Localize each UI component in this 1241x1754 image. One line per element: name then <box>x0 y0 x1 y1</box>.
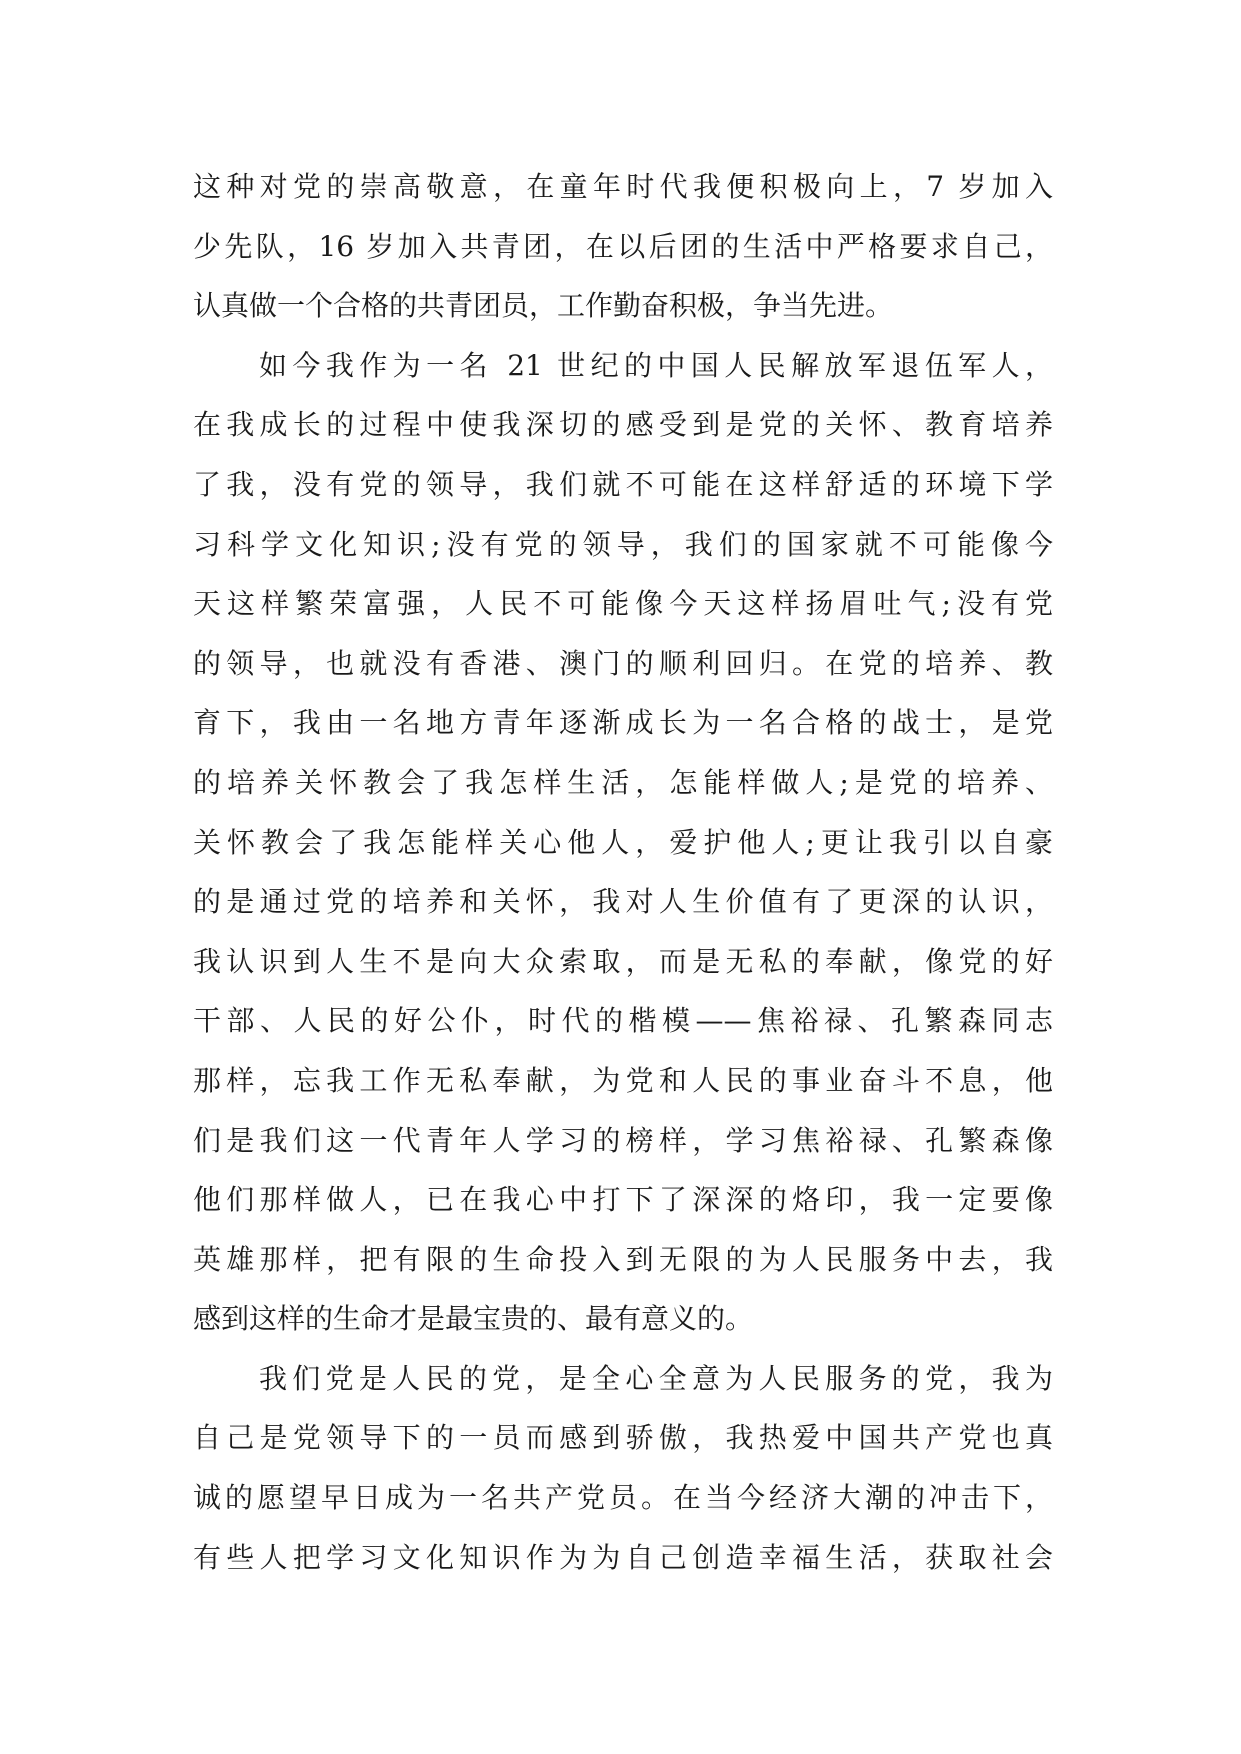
text-line: 关怀教会了我怎能样关心他人，爱护他人;更让我引以自豪 <box>193 825 1053 859</box>
text-line: 自己是党领导下的一员而感到骄傲，我热爱中国共产党也真 <box>193 1421 1053 1455</box>
text-line: 感到这样的生命才是最宝贵的、最有意义的。 <box>193 1302 754 1336</box>
text-line: 的是通过党的培养和关怀，我对人生价值有了更深的认识， <box>193 885 1053 919</box>
text-line: 我们党是人民的党，是全心全意为人民服务的党，我为 <box>259 1361 1053 1395</box>
text-line: 认真做一个合格的共青团员，工作勤奋积极，争当先进。 <box>193 289 894 323</box>
body-text <box>193 157 1053 1587</box>
text-line: 习科学文化知识;没有党的领导，我们的国家就不可能像今 <box>193 527 1053 561</box>
text-line: 我认识到人生不是向大众索取，而是无私的奉献，像党的好 <box>193 944 1053 978</box>
text-line: 诚的愿望早日成为一名共产党员。在当今经济大潮的冲击下， <box>193 1481 1053 1515</box>
text-line: 如今我作为一名 21 世纪的中国人民解放军退伍军人， <box>259 348 1053 382</box>
text-line: 这种对党的崇高敬意，在童年时代我便积极向上，7 岁加入 <box>193 170 1053 203</box>
text-line: 那样，忘我工作无私奉献，为党和人民的事业奋斗不息，他 <box>193 1063 1053 1097</box>
text-line: 了我，没有党的领导，我们就不可能在这样舒适的环境下学 <box>193 467 1053 501</box>
text-line: 的培养关怀教会了我怎样生活，怎能样做人;是党的培养、 <box>193 765 1053 799</box>
text-line: 们是我们这一代青年人学习的榜样，学习焦裕禄、孔繁森像 <box>193 1123 1053 1157</box>
text-line: 的领导，也就没有香港、澳门的顺利回归。在党的培养、教 <box>193 646 1053 680</box>
text-line: 少先队，16 岁加入共青团，在以后团的生活中严格要求自己， <box>193 229 1053 263</box>
text-line: 有些人把学习文化知识作为为自己创造幸福生活，获取社会 <box>193 1540 1053 1574</box>
text-line: 干部、人民的好公仆，时代的楷模——焦裕禄、孔繁森同志 <box>193 1004 1053 1038</box>
text-line: 在我成长的过程中使我深切的感受到是党的关怀、教育培养 <box>193 408 1053 442</box>
text-line: 他们那样做人，已在我心中打下了深深的烙印，我一定要像 <box>193 1183 1053 1217</box>
text-line: 天这样繁荣富强，人民不可能像今天这样扬眉吐气;没有党 <box>193 587 1053 621</box>
text-line: 英雄那样，把有限的生命投入到无限的为人民服务中去，我 <box>193 1242 1053 1276</box>
text-line: 育下，我由一名地方青年逐渐成长为一名合格的战士，是党 <box>193 706 1053 740</box>
